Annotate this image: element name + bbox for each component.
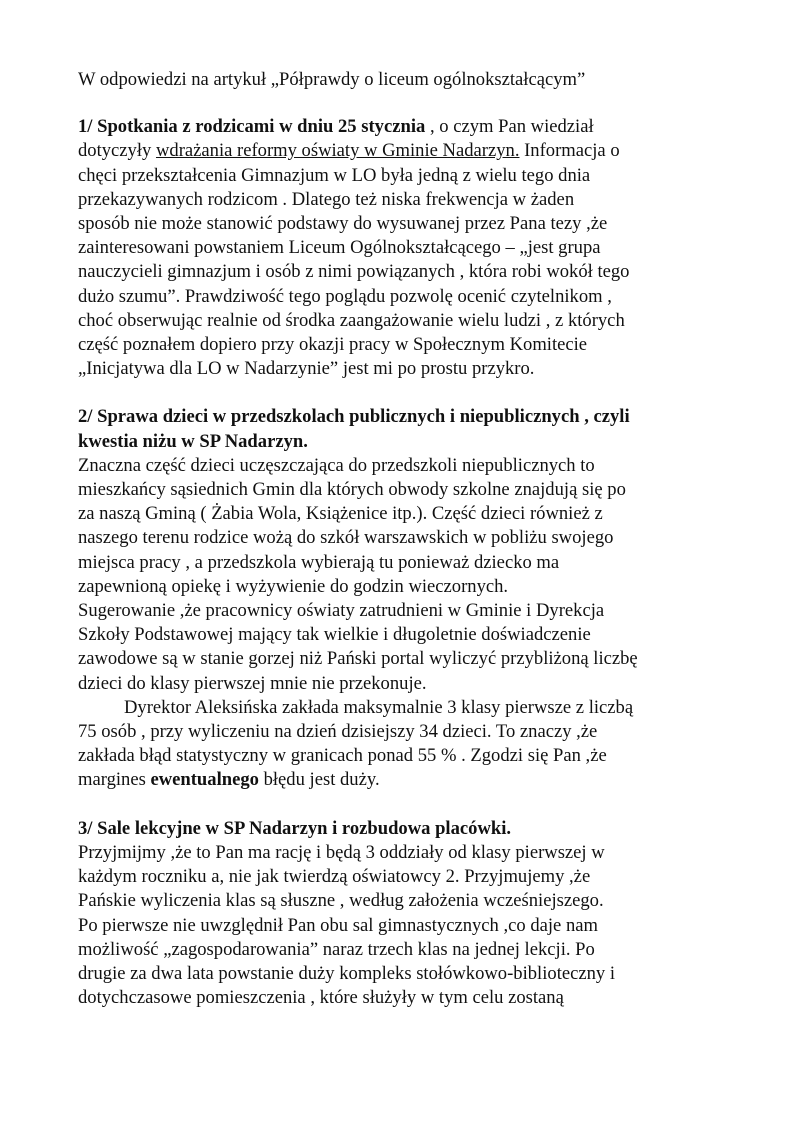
section-1-line: chęci przekształcenia Gimnazjum w LO była jedną z wielu tego dnia	[78, 164, 591, 186]
section-2-last-line	[78, 768, 740, 792]
section-1-heading: 1/ Spotkania z rodzicami w dniu 25 stycznia	[78, 116, 426, 138]
section-1-line: przekazywanych rodzicom . Dlatego też niska frekwencja w żaden	[78, 188, 575, 210]
section-1-lead: , o czym Pan wiedział	[425, 116, 594, 138]
section-1-text: Informacja o	[519, 140, 620, 162]
section-2-line: 75 osób , przy wyliczeniu na dzień dzisiejszy 34 dzieci. To znaczy ,że	[78, 721, 598, 743]
section-3-heading: 3/ Sale lekcyjne w SP Nadarzyn i rozbudowa placówki.	[78, 817, 512, 839]
section-3-line: dotychczasowe pomieszczenia , które służyły w tym celu zostaną	[78, 987, 564, 1009]
section-2-line: Szkoły Podstawowej mający tak wielkie i długoletnie doświadczenie	[78, 624, 591, 646]
section-3-line: Przyjmijmy ,że to Pan ma rację i będą 3 oddziały od klasy pierwszej w	[78, 841, 605, 863]
section-2-line: naszego terenu rodzice wożą do szkół warszawskich w pobliżu swojego	[78, 527, 614, 549]
bold-word: ewentualnego	[150, 769, 259, 791]
section-1-first-line	[78, 115, 740, 139]
section-3	[78, 817, 740, 1011]
section-1	[78, 115, 740, 381]
section-3-line: możliwość „zagospodarowania” naraz trzech klas na jednej lekcji. Po	[78, 938, 595, 960]
section-2-heading: 2/ Sprawa dzieci w przedszkolach publicznych i niepublicznych , czyli	[78, 406, 630, 428]
section-2-line: zapewnioną opiekę i wyżywienie do godzin wieczornych.	[78, 575, 509, 597]
document-title: W odpowiedzi na artykuł „Półprawdy o liceum ogólnokształcącym”	[78, 69, 586, 90]
section-2-line: Sugerowanie ,że pracownicy oświaty zatrudnieni w Gminie i Dyrekcja	[78, 600, 605, 622]
section-2	[78, 405, 740, 792]
section-1-line: nauczycieli gimnazjum i osób z nimi powiązanych , która robi wokół tego	[78, 261, 630, 283]
section-1-line: sposób nie może stanowić podstawy do wysuwanej przez Pana tezy ,że	[78, 213, 608, 235]
section-2-line: zakłada błąd statystyczny w granicach ponad 55 % . Zgodzi się Pan ,że	[78, 745, 607, 767]
section-2-heading: kwestia niżu w SP Nadarzyn.	[78, 430, 308, 452]
section-2-line: zawodowe są w stanie gorzej niż Pański portal wyliczyć przybliżoną liczbę	[78, 648, 638, 670]
section-1-line: dużo szumu”. Prawdziwość tego poglądu pozwolę ocenić czytelnikom ,	[78, 285, 612, 307]
section-1-line: „Inicjatywa dla LO w Nadarzynie” jest mi po prostu przykro.	[78, 358, 535, 380]
paragraph-gap	[78, 381, 740, 405]
section-3-line: Pańskie wyliczenia klas są słuszne , według założenia wcześniejszego.	[78, 890, 604, 912]
section-2-line: mieszkańcy sąsiednich Gmin dla których obwody szkolne znajdują się po	[78, 479, 626, 501]
section-1-line: choć obserwując realnie od środka zaangażowanie wielu ludzi , z których	[78, 309, 625, 331]
section-3-line: każdym roczniku a, nie jak twierdzą oświatowcy 2. Przyjmujemy ,że	[78, 866, 591, 888]
paragraph-gap	[78, 793, 740, 817]
section-2-text: margines	[78, 769, 151, 791]
section-2-indented-line: Dyrektor Aleksińska zakłada maksymalnie 3 klasy pierwsze z liczbą	[124, 696, 634, 718]
section-3-line: drugie za dwa lata powstanie duży kompleks stołówkowo-biblioteczny i	[78, 962, 616, 984]
section-2-line: za naszą Gminą ( Żabia Wola, Książenice itp.). Część dzieci również z	[78, 503, 603, 525]
section-2-line: miejsca pracy , a przedszkola wybierają tu ponieważ dziecko ma	[78, 551, 560, 573]
section-1-line: zainteresowani powstaniem Liceum Ogólnokształcącego – „jest grupa	[78, 237, 601, 259]
section-2-line: Znaczna część dzieci uczęszczająca do przedszkoli niepublicznych to	[78, 454, 595, 476]
section-1-text: dotyczyły	[78, 140, 156, 162]
section-3-line: Po pierwsze nie uwzględnił Pan obu sal gimnastycznych ,co daje nam	[78, 914, 598, 936]
section-1-second-line	[78, 139, 740, 163]
section-2-text: błędu jest duży.	[258, 769, 380, 791]
section-1-line: część poznałem dopiero przy okazji pracy w Społecznym Komitecie	[78, 334, 588, 356]
section-2-line: dzieci do klasy pierwszej mnie nie przekonuje.	[78, 672, 427, 694]
underlined-phrase: wdrażania reformy oświaty w Gminie Nadarzyn.	[155, 140, 520, 162]
